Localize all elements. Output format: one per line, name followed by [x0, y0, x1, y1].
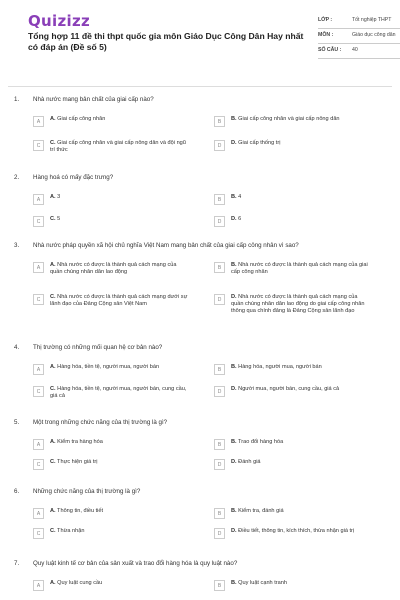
- answer-option[interactable]: [214, 116, 371, 127]
- option-label: Nhà nước có được là thành quả cách mạng của quần chúng nhân dân lao động do giai cấp công nhân thông qua chính đảng là Đảng Cộng sản lãnh đạo: [231, 294, 365, 315]
- question-text: Quy luật kinh tế cơ bản của sản xuất và trao đổi hàng hóa là quy luật nào?: [33, 560, 238, 567]
- question-number: 5.: [14, 419, 20, 426]
- answer-option[interactable]: [33, 364, 190, 375]
- option-label: 5: [57, 216, 61, 222]
- option-letter-box: C: [33, 140, 44, 151]
- option-letter-box: D: [214, 386, 225, 397]
- answer-option[interactable]: [33, 140, 190, 154]
- option-text: [231, 140, 371, 147]
- option-key: D.: [231, 386, 237, 392]
- question-number: 7.: [14, 560, 20, 567]
- option-key: B.: [231, 508, 237, 514]
- question-number: 6.: [14, 488, 20, 495]
- option-label: Hàng hóa, tiền tệ, người mua, người bán: [57, 364, 160, 370]
- question-number: 4.: [14, 344, 20, 351]
- option-key: B.: [231, 364, 237, 370]
- option-letter-box: D: [214, 528, 225, 539]
- option-label: Nhà nước có được là thành quả cách mạng dưới sự lãnh đạo của Đảng Cộng sản Việt Nam: [50, 294, 188, 308]
- option-label: Nhà nước có được là thành quả cách mạng của giai cấp công nhân: [231, 262, 368, 276]
- option-text: [50, 194, 190, 201]
- option-letter-box: A: [33, 364, 44, 375]
- option-label: Giai cấp công nhân và giai cấp nông dân và đội ngũ trí thức: [50, 140, 186, 154]
- option-text: [231, 262, 371, 276]
- meta-value: 40: [352, 47, 358, 53]
- meta-subject-row: [318, 29, 400, 44]
- answer-option[interactable]: [214, 364, 371, 375]
- answer-option[interactable]: [33, 508, 190, 519]
- option-label: Đánh giá: [238, 459, 261, 465]
- option-text: [231, 364, 371, 371]
- question-text: Một trong những chức năng của thị trường là gì?: [33, 419, 168, 426]
- option-label: Người mua, người bán, cung cầu, giá cả: [238, 386, 340, 392]
- option-label: Thông tin, điều tiết: [57, 508, 104, 514]
- question-text: Nhà nước pháp quyền xã hội chủ nghĩa Việt Nam mang bản chất của giai cấp công nhân vì sao?: [33, 242, 299, 249]
- option-letter-box: C: [33, 294, 44, 305]
- answer-option[interactable]: [214, 459, 371, 470]
- question-text: Thị trường có những mối quan hệ cơ bản nào?: [33, 344, 163, 351]
- option-label: Nhà nước có được là thành quả cách mạng của quần chúng nhân dân lao động: [50, 262, 177, 276]
- option-letter-box: B: [214, 580, 225, 591]
- option-key: A.: [50, 194, 56, 200]
- option-key: B.: [231, 439, 237, 445]
- option-label: Giai cấp thống trị: [238, 140, 281, 146]
- option-letter-box: B: [214, 364, 225, 375]
- answer-option[interactable]: [33, 386, 190, 400]
- option-letter-box: B: [214, 194, 225, 205]
- option-key: A.: [50, 116, 56, 122]
- option-key: D.: [231, 528, 237, 534]
- option-key: C.: [50, 216, 56, 222]
- answer-option[interactable]: [214, 580, 371, 591]
- option-letter-box: A: [33, 194, 44, 205]
- option-label: Kiểm tra, đánh giá: [238, 508, 284, 514]
- option-text: [50, 364, 190, 371]
- option-text: [50, 580, 190, 587]
- answer-option[interactable]: [214, 294, 371, 316]
- answer-option[interactable]: [214, 386, 371, 397]
- answer-option[interactable]: [214, 194, 371, 205]
- option-key: A.: [50, 364, 56, 370]
- option-label: Giai cấp công nhân và giai cấp nông dân: [238, 116, 340, 122]
- answer-option[interactable]: [33, 262, 190, 276]
- option-letter-box: A: [33, 262, 44, 273]
- meta-count-row: [318, 44, 400, 59]
- option-label: 4: [238, 194, 242, 200]
- option-letter-box: D: [214, 140, 225, 151]
- option-label: 3: [57, 194, 61, 200]
- question-text: Hàng hoá có mấy đặc trưng?: [33, 174, 114, 181]
- answer-option[interactable]: [214, 216, 371, 227]
- question-number: 1.: [14, 96, 20, 103]
- meta-label: SỐ CÂU :: [318, 47, 342, 53]
- option-letter-box: B: [214, 508, 225, 519]
- option-text: [231, 116, 371, 123]
- option-text: [50, 262, 190, 276]
- option-key: A.: [50, 508, 56, 514]
- meta-value: Tốt nghiệp THPT: [352, 17, 392, 23]
- option-label: Thừa nhận: [57, 528, 85, 534]
- answer-option[interactable]: [33, 459, 190, 470]
- worksheet-header: [14, 0, 396, 86]
- option-text: [50, 116, 190, 123]
- option-text: [231, 216, 371, 223]
- option-letter-box: A: [33, 116, 44, 127]
- option-label: Giai cấp công nhân: [57, 116, 106, 122]
- option-text: [231, 459, 371, 466]
- option-key: D.: [231, 459, 237, 465]
- question-number: 2.: [14, 174, 20, 181]
- option-label: Thực hiện giá trị: [57, 459, 98, 465]
- option-text: [231, 580, 371, 587]
- option-key: C.: [50, 386, 56, 392]
- option-text: [50, 140, 190, 154]
- option-key: B.: [231, 116, 237, 122]
- meta-label: MÔN :: [318, 32, 334, 38]
- option-key: A.: [50, 580, 56, 586]
- option-letter-box: C: [33, 528, 44, 539]
- option-label: 6: [238, 216, 242, 222]
- answer-option[interactable]: [33, 528, 190, 539]
- option-text: [50, 216, 190, 223]
- option-key: C.: [50, 140, 56, 146]
- option-text: [50, 294, 190, 308]
- option-key: D.: [231, 140, 237, 146]
- option-letter-box: D: [214, 459, 225, 470]
- option-letter-box: B: [214, 262, 225, 273]
- option-label: Hàng hóa, người mua, người bán: [238, 364, 322, 370]
- option-key: D.: [231, 216, 237, 222]
- option-key: D.: [231, 294, 237, 300]
- option-text: [231, 386, 371, 393]
- worksheet-meta: [318, 14, 400, 59]
- meta-class-row: [318, 14, 400, 29]
- answer-option[interactable]: [33, 116, 190, 127]
- answer-option[interactable]: [214, 439, 371, 450]
- option-key: C.: [50, 459, 56, 465]
- option-key: B.: [231, 262, 237, 268]
- option-letter-box: A: [33, 439, 44, 450]
- option-label: Điều tiết, thông tin, kích thích, thừa nhận giá trị: [238, 528, 355, 534]
- option-key: C.: [50, 528, 56, 534]
- answer-option[interactable]: [33, 294, 190, 308]
- answer-option[interactable]: [33, 194, 190, 205]
- answer-option[interactable]: [214, 262, 371, 276]
- option-text: [231, 508, 371, 515]
- option-letter-box: C: [33, 386, 44, 397]
- option-text: [231, 194, 371, 201]
- option-text: [231, 439, 371, 446]
- option-letter-box: C: [33, 459, 44, 470]
- option-letter-box: B: [214, 439, 225, 450]
- answer-option[interactable]: [214, 508, 371, 519]
- option-text: [231, 294, 371, 316]
- option-text: [50, 439, 190, 446]
- option-text: [50, 459, 190, 466]
- answer-option[interactable]: [214, 140, 371, 151]
- option-letter-box: D: [214, 294, 225, 305]
- option-label: Kiểm tra hàng hóa: [57, 439, 103, 445]
- option-key: A.: [50, 262, 56, 268]
- worksheet-title: Tổng hợp 11 đề thi thpt quốc gia môn Giáo Dục Công Dân Hay nhất có đáp án (Đề số 5): [28, 31, 304, 52]
- meta-label: LỚP :: [318, 17, 333, 23]
- option-label: Quy luật cung cầu: [57, 580, 103, 586]
- answer-option[interactable]: [33, 216, 190, 227]
- answer-option[interactable]: [33, 580, 190, 591]
- option-letter-box: D: [214, 216, 225, 227]
- answer-option[interactable]: [214, 528, 371, 539]
- question-text: Nhà nước mang bản chất của giai cấp nào?: [33, 96, 154, 103]
- option-letter-box: B: [214, 116, 225, 127]
- option-text: [231, 528, 371, 535]
- option-label: Trao đổi hàng hóa: [238, 439, 284, 445]
- question-number: 3.: [14, 242, 20, 249]
- option-key: C.: [50, 294, 56, 300]
- question-text: Những chức năng của thị trường là gì?: [33, 488, 141, 495]
- option-text: [50, 386, 190, 400]
- option-letter-box: A: [33, 508, 44, 519]
- meta-value: Giáo dục công dân: [352, 32, 396, 38]
- option-letter-box: A: [33, 580, 44, 591]
- option-text: [50, 528, 190, 535]
- answer-option[interactable]: [33, 439, 190, 450]
- option-label: Hàng hóa, tiền tệ, người mua, người bán, cung cầu, giá cả: [50, 386, 187, 400]
- option-letter-box: C: [33, 216, 44, 227]
- option-label: Quy luật cạnh tranh: [238, 580, 287, 586]
- quizizz-logo: Quizizz: [28, 12, 91, 30]
- option-key: A.: [50, 439, 56, 445]
- option-key: B.: [231, 580, 237, 586]
- option-key: B.: [231, 194, 237, 200]
- header-divider: [8, 86, 392, 87]
- option-text: [50, 508, 190, 515]
